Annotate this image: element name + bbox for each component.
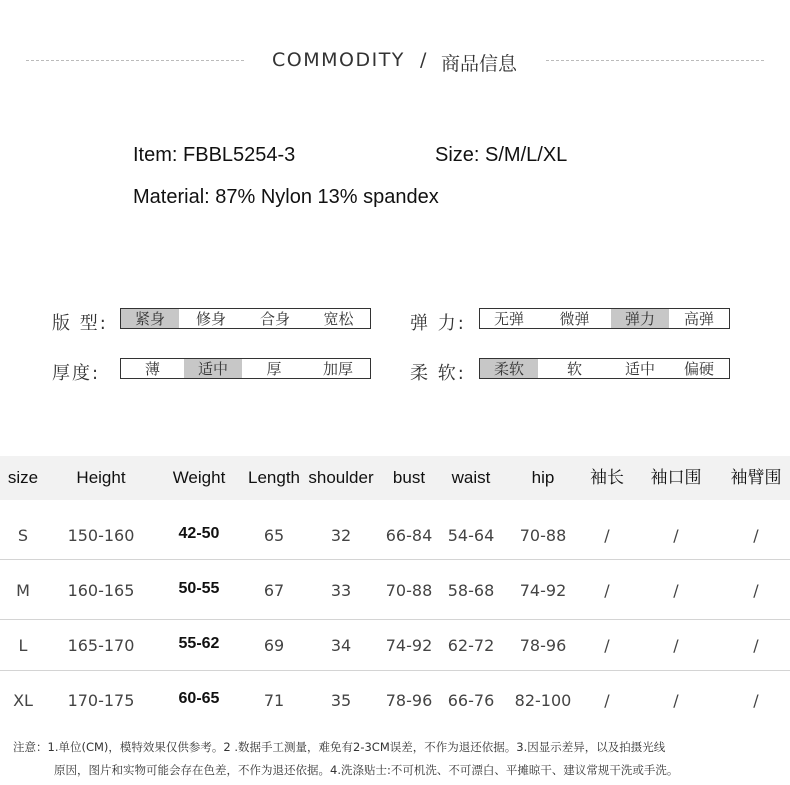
softness-option: 适中 [624,360,655,378]
size-list: Size: S/M/L/XL [435,144,568,166]
table-cell: / [673,691,679,710]
column-header: 袖口围 [650,468,702,487]
softness-option: 偏硬 [683,360,714,378]
material: Material: 87% Nylon 13% spandex [133,186,439,208]
thickness-scale [120,358,371,379]
table-cell: / [604,581,610,600]
table-cell: 82-100 [514,691,572,710]
fit-label: 版 型: [52,313,108,334]
table-cell: 60-65 [178,690,220,707]
table-cell: / [604,691,610,710]
table-cell: / [673,636,679,655]
table-cell: 62-72 [447,636,495,655]
table-cell: 54-64 [447,526,495,545]
table-cell: / [673,581,679,600]
table-cell: / [753,526,759,545]
header-divider-left [26,60,244,61]
table-cell: 33 [330,581,352,600]
column-header: Height [76,468,126,487]
note-line-2: 原因，图片和实物可能会存在色差，不作为退还依据。4.洗涤贴士:不可机洗、不可漂白、平摊晾干、建议常规干洗或手洗。 [54,763,679,777]
row-divider [0,670,790,671]
thickness-option: 适中 [184,359,242,378]
thickness-option: 厚 [266,360,282,378]
fit-option: 宽松 [323,310,354,328]
column-header: Weight [172,468,226,487]
table-cell: 66-84 [385,526,433,545]
table-cell: 55-62 [178,635,220,652]
table-cell: 70-88 [385,581,433,600]
table-cell: XL [13,691,33,710]
row-divider [0,619,790,620]
table-cell: 42-50 [178,525,220,542]
table-cell: M [16,581,30,600]
table-cell: 78-96 [385,691,433,710]
table-cell: 65 [263,526,285,545]
table-cell: 71 [263,691,285,710]
thickness-option: 加厚 [322,360,353,378]
note-line-1: 注意：1.单位(CM)，模特效果仅供参考。2 .数据手工测量，难免有2-3CM误差，不作为退还依据。3.因显示差异，以及拍摄光线 [13,740,666,754]
table-cell: 66-76 [447,691,495,710]
table-cell: 35 [330,691,352,710]
table-cell: 150-160 [67,526,135,545]
softness-label: 柔 软: [410,363,466,384]
column-header: 袖长 [590,468,624,487]
table-cell: 74-92 [519,581,567,600]
column-header: bust [392,468,426,487]
column-header: hip [531,468,555,487]
column-header: size [7,468,39,487]
table-cell: 67 [263,581,285,600]
table-cell: / [753,636,759,655]
table-cell: / [753,581,759,600]
table-cell: 78-96 [519,636,567,655]
table-cell: 165-170 [67,636,135,655]
item-code: Item: FBBL5254-3 [133,144,296,166]
thickness-label: 厚度: [52,363,101,384]
fit-option: 合身 [259,310,290,328]
table-cell: / [753,691,759,710]
table-cell: / [673,526,679,545]
table-cell: 58-68 [447,581,495,600]
table-cell: / [604,636,610,655]
column-header: 袖臂围 [730,468,782,487]
title-english: COMMODITY [272,49,405,71]
title-chinese: 商品信息 [441,53,518,75]
table-cell: 70-88 [519,526,567,545]
table-cell: 160-165 [67,581,135,600]
column-header: waist [451,468,491,487]
table-cell: 50-55 [178,580,220,597]
elasticity-option: 微弹 [559,310,590,328]
elasticity-label: 弹 力: [410,313,466,334]
table-cell: 34 [330,636,352,655]
softness-option: 软 [566,360,582,378]
column-header: Length [248,468,300,487]
column-header: shoulder [308,468,374,487]
table-cell: S [17,526,29,545]
title-separator: / [420,49,427,71]
table-cell: 69 [263,636,285,655]
header-divider-right [546,60,764,61]
softness-option: 柔软 [480,359,538,378]
table-cell: 74-92 [385,636,433,655]
elasticity-option: 弹力 [611,309,669,328]
table-cell: L [18,636,28,655]
table-cell: 32 [330,526,352,545]
elasticity-option: 高弹 [683,310,714,328]
elasticity-scale [479,308,730,329]
table-cell: 170-175 [67,691,135,710]
elasticity-option: 无弹 [493,310,524,328]
table-cell: / [604,526,610,545]
fit-option: 紧身 [121,309,179,328]
thickness-option: 薄 [144,360,160,378]
fit-scale [120,308,371,329]
fit-option: 修身 [195,310,226,328]
softness-scale [479,358,730,379]
row-divider [0,559,790,560]
